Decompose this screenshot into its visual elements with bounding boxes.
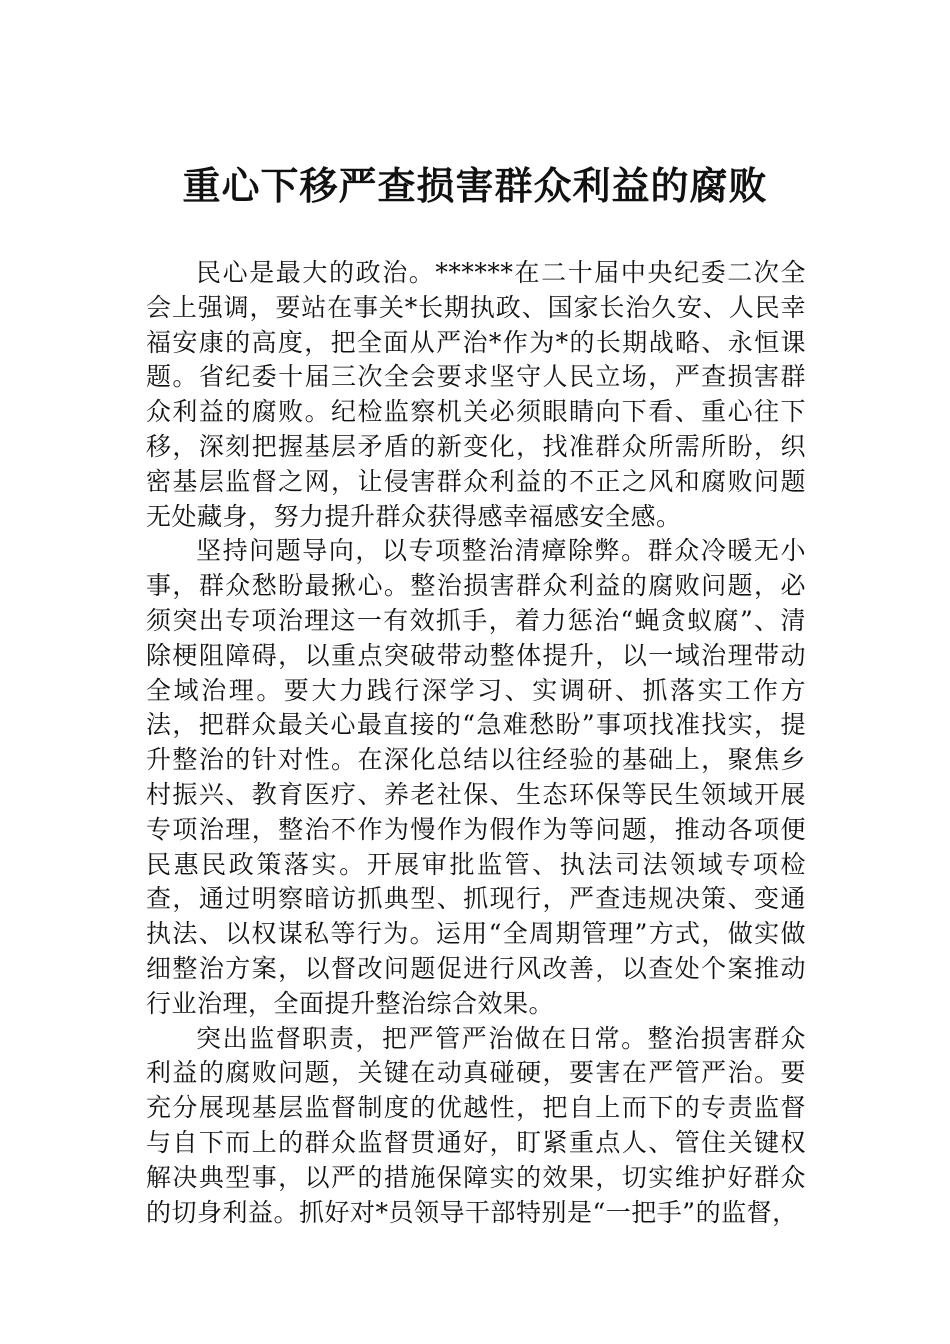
paragraph-2: 坚持问题导向，以专项整治清瘴除弊。群众冷暖无小事，群众愁盼最揪心。整治损害群众利益的腐败问题，必须突出专项治理这一有效抓手，着力惩治“蝇贪蚁腐”、清除梗阻障碍，以重点突破带动整体提升，以一域治理带动全域治理。要大力践行深学习、实调研、抓落实工作方法，把群众最关心最直接的“急难愁盼”事项找准找实，提升整治的针对性。在深化总结以往经验的基础上，聚焦乡村振兴、教育医疗、养老社保、生态环保等民生领域开展专项治理，整治不作为慢作为假作为等问题，推动各项便民惠民政策落实。开展审批监管、执法司法领域专项检查，通过明察暗访抓典型、抓现行，严查违规决策、变通执法、以权谋私等行为。运用“全周期管理”方式，做实做细整治方案，以督改问题促进行风改善，以查处个案推动行业治理，全面提升整治综合效果。 (146, 536, 806, 1018)
paragraph-3: 突出监督职责，把严管严治做在日常。整治损害群众利益的腐败问题，关键在动真碰硬，要害在严管严治。要充分展现基层监督制度的优越性，把自上而下的专责监督与自下而上的群众监督贯通好，盯紧重点人、管住关键权解决典型事，以严的措施保障实的效果，切实维护好群众的切身利益。抓好对*员领导干部特别是“一把手”的监督， (146, 1023, 806, 1227)
paragraph-1: 民心是最大的政治。******在二十届中央纪委二次全会上强调，要站在事关*长期执政、国家长治久安、人民幸福安康的高度，把全面从严治*作为*的长期战略、永恒课题。省纪委十届三次全会要求坚守人民立场，严查损害群众利益的腐败。纪检监察机关必须眼睛向下看、重心往下移，深刻把握基层矛盾的新变化，找准群众所需所盼，织密基层监督之网，让侵害群众利益的不正之风和腐败问题无处藏身，努力提升群众获得感幸福感安全感。 (146, 258, 806, 531)
document-title: 重心下移严查损害群众利益的腐败 (182, 163, 768, 208)
document-body (146, 256, 806, 1230)
